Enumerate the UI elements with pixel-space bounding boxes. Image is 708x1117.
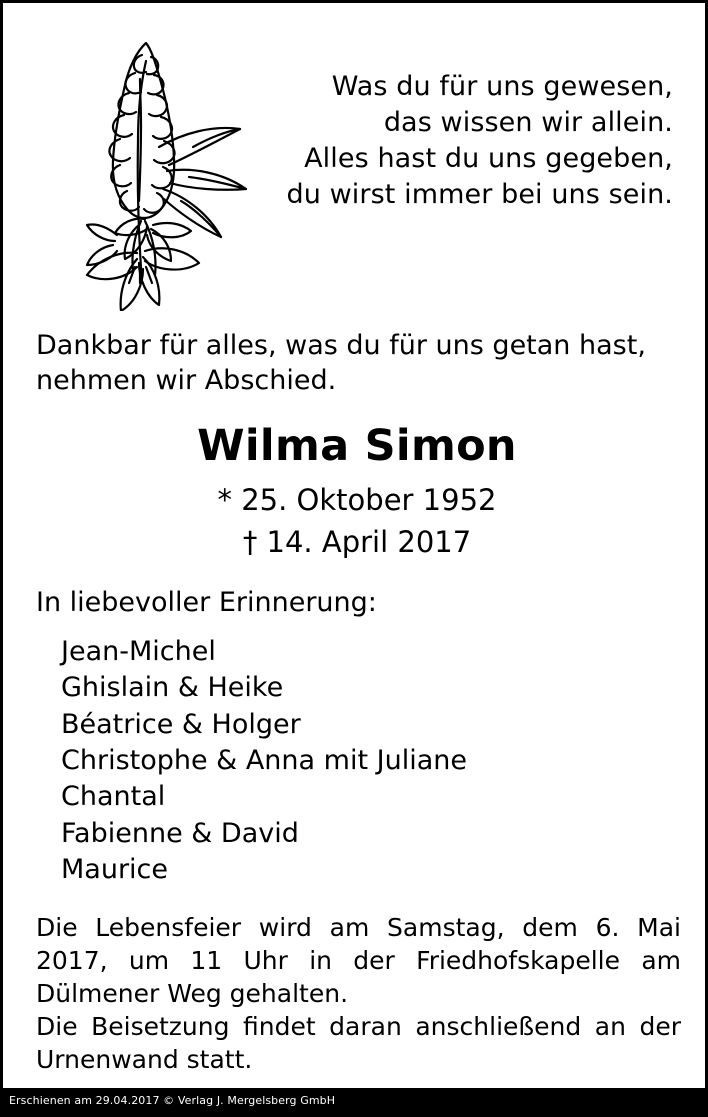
list-item: Fabienne & David (61, 817, 299, 849)
intro-text: Dankbar für alles, was du für uns getan hast, nehmen wir Abschied. (36, 330, 646, 397)
death-date: † 14. April 2017 (242, 525, 472, 560)
list-item: Christophe & Anna mit Juliane (61, 744, 467, 776)
service-paragraph-1: Die Lebensfeier wird am Samstag, dem 6. Mai 2017, um 11 Uhr in der Friedhofskapelle am Dülmener Weg gehalten. (36, 913, 681, 1008)
deceased-name: Wilma Simon (197, 421, 517, 471)
verse-line-4: du wirst immer bei uns sein. (286, 178, 673, 210)
list-item: Chantal (61, 781, 166, 813)
list-item: Ghislain & Heike (61, 672, 284, 704)
lupine-flower-icon (41, 21, 256, 311)
publication-footer: Erschienen am 29.04.2017 © Verlag J. Mergelsberg GmbH (3, 1088, 708, 1114)
verse-line-2: das wissen wir allein. (383, 106, 673, 138)
life-dates (3, 479, 708, 563)
service-details (36, 911, 681, 1076)
mourners-list (61, 634, 681, 888)
service-paragraph-2: Die Beisetzung findet daran anschließend an der Urnenwand statt. (36, 1012, 681, 1074)
mourners-title: In liebevoller Erinnerung: (36, 587, 377, 618)
verse-line-1: Was du für uns gewesen, (331, 71, 673, 102)
verse-block (253, 69, 673, 213)
list-item: Jean-Michel (61, 636, 216, 667)
verse-line-3: Alles hast du uns gegeben, (304, 142, 673, 174)
list-item: Béatrice & Holger (61, 708, 301, 740)
birth-date: * 25. Oktober 1952 (217, 483, 497, 517)
obituary-inner (3, 3, 705, 1114)
list-item: Maurice (61, 853, 169, 885)
